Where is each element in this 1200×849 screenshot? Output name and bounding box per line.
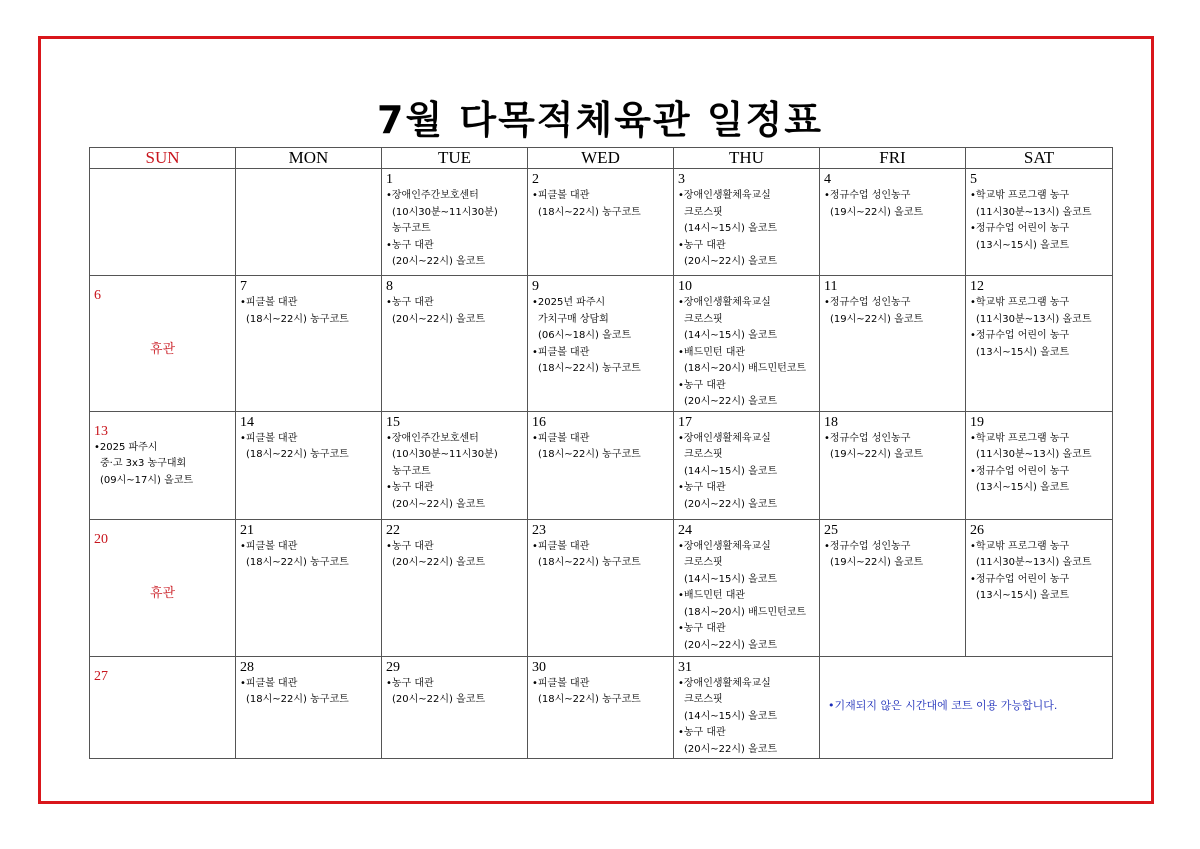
day-cell (966, 411, 1113, 519)
day-number: 6 (94, 288, 101, 303)
day-number: 4 (824, 172, 831, 187)
event-line: (11시30분~13시) 올코트 (976, 449, 1092, 460)
event-line: •학교밖 프로그램 농구 (970, 540, 1070, 552)
day-cell (382, 169, 528, 276)
day-cell (820, 169, 966, 276)
event-line: (20시~22시) 올코트 (684, 498, 778, 510)
event-line: (18시~20시) 배드민턴코트 (684, 606, 807, 618)
day-cell (966, 276, 1113, 412)
event-line: (13시~15시) 올코트 (976, 239, 1070, 251)
event-line: (20시~22시) 올코트 (392, 256, 486, 267)
event-line: (13시~15시) 올코트 (976, 482, 1070, 493)
day-number: 14 (240, 414, 254, 430)
event-line: •피클볼 대관 (240, 297, 298, 308)
day-cell (820, 411, 966, 519)
day-cell (674, 276, 820, 412)
week-row (90, 519, 1113, 656)
weekday-header-row (90, 148, 1113, 169)
day-cell (90, 169, 236, 276)
event-line: 크로스핏 (684, 557, 723, 568)
day-cell (674, 656, 820, 759)
event-line: 크로스핏 (684, 206, 723, 218)
day-number: 16 (532, 414, 546, 430)
event-line: •농구 대관 (678, 623, 726, 634)
day-number: 11 (824, 279, 838, 294)
calendar-table (89, 147, 1113, 759)
event-line: •학교밖 프로그램 농구 (970, 297, 1070, 308)
event-line: (14시~15시) 올코트 (684, 573, 778, 585)
event-line: (10시30분~11시30분) (392, 206, 498, 218)
day-cell (236, 411, 382, 519)
event-line: •정규수업 성인농구 (824, 432, 911, 444)
day-cell (966, 519, 1113, 656)
event-line: (20시~22시) 올코트 (392, 498, 486, 510)
day-number: 27 (94, 668, 108, 684)
event-line: •학교밖 프로그램 농구 (970, 190, 1070, 201)
event-line: (18시~22시) 농구코트 (246, 557, 349, 568)
week-row (90, 169, 1113, 276)
day-number: 29 (386, 659, 400, 675)
event-line: 크로스핏 (684, 449, 723, 460)
event-line: •농구 대관 (678, 482, 726, 493)
event-line: •농구 대관 (386, 239, 434, 251)
event-line: •피클볼 대관 (532, 346, 590, 358)
weekday-header-sat: SAT (966, 148, 1113, 169)
day-number: 17 (678, 414, 692, 430)
page-title: 7월 다목적체육관 일정표 (377, 98, 823, 142)
event-line: •농구 대관 (386, 482, 434, 493)
weekday-header-wed: WED (528, 148, 674, 169)
day-number: 8 (386, 279, 393, 294)
event-line: (14시~15시) 올코트 (684, 710, 778, 722)
event-line: •피클볼 대관 (532, 677, 590, 689)
event-line: •장애인주간보호센터 (386, 190, 479, 201)
event-line: •배드민턴 대관 (678, 590, 746, 601)
event-line: •피클볼 대관 (240, 540, 298, 552)
event-line: •농구 대관 (678, 239, 726, 251)
day-cell (528, 276, 674, 412)
day-number: 24 (678, 522, 692, 538)
note-cell (820, 656, 1113, 759)
day-cell (236, 276, 382, 412)
day-cell (674, 411, 820, 519)
event-line: •농구 대관 (386, 297, 434, 308)
day-cell (90, 411, 236, 519)
availability-note: •기재되지 않은 시간대에 코트 이용 가능합니다. (828, 698, 1058, 712)
event-line: •피클볼 대관 (240, 432, 298, 444)
event-line: (20시~22시) 올코트 (392, 694, 486, 705)
event-line: •피클볼 대관 (532, 540, 590, 552)
day-cell (90, 519, 236, 656)
event-line: •장애인생활체육교실 (678, 190, 771, 201)
event-line: (11시30분~13시) 올코트 (976, 557, 1092, 568)
day-number: 13 (94, 423, 108, 439)
day-number: 26 (970, 522, 984, 538)
event-line: (13시~15시) 올코트 (976, 346, 1070, 358)
day-number: 10 (678, 279, 692, 294)
event-line: (18시~22시) 농구코트 (538, 694, 641, 705)
event-line: (10시30분~11시30분) (392, 449, 498, 460)
event-line: (18시~20시) 배드민턴코트 (684, 363, 807, 374)
day-number: 21 (240, 522, 254, 538)
day-cell (528, 411, 674, 519)
event-line: •정규수업 성인농구 (824, 190, 911, 201)
event-line: •정규수업 어린이 농구 (970, 223, 1070, 234)
day-number: 25 (824, 522, 838, 538)
day-number: 22 (386, 522, 400, 538)
day-number: 19 (970, 414, 984, 430)
event-line: (19시~22시) 올코트 (830, 557, 924, 568)
day-number: 3 (678, 172, 685, 187)
day-cell (528, 169, 674, 276)
day-number: 9 (532, 279, 539, 294)
event-line: •정규수업 어린이 농구 (970, 465, 1070, 477)
weekday-header-thu: THU (674, 148, 820, 169)
day-number: 28 (240, 659, 254, 675)
week-row (90, 411, 1113, 519)
event-line: •농구 대관 (678, 379, 726, 391)
day-cell (674, 169, 820, 276)
event-line: •장애인주간보호센터 (386, 432, 479, 444)
day-number (90, 169, 235, 181)
event-line: •피클볼 대관 (532, 432, 590, 444)
day-number: 12 (970, 279, 984, 294)
day-cell (90, 656, 236, 759)
event-line: (14시~15시) 올코트 (684, 223, 778, 234)
day-cell (820, 276, 966, 412)
event-line: (18시~22시) 농구코트 (538, 363, 641, 374)
event-line: •피클볼 대관 (240, 677, 298, 689)
event-line: •농구 대관 (386, 540, 434, 552)
day-cell (674, 519, 820, 656)
day-number: 1 (386, 172, 393, 187)
weekday-header-mon: MON (236, 148, 382, 169)
event-line: 농구코트 (392, 223, 431, 234)
event-line: (18시~22시) 농구코트 (246, 449, 349, 460)
event-line: (20시~22시) 올코트 (684, 743, 778, 755)
event-line: 크로스핏 (684, 313, 723, 325)
day-cell (90, 276, 236, 412)
event-line: (19시~22시) 올코트 (830, 206, 924, 218)
day-number: 15 (386, 414, 400, 430)
day-cell (382, 411, 528, 519)
day-number: 18 (824, 414, 838, 430)
event-line: •정규수업 성인농구 (824, 540, 911, 552)
event-line: 농구코트 (392, 465, 431, 477)
week-row (90, 276, 1113, 412)
event-line: •장애인생활체육교실 (678, 432, 771, 444)
event-line: (11시30분~13시) 올코트 (976, 313, 1092, 325)
day-number: 7 (240, 279, 247, 294)
day-cell (236, 519, 382, 656)
day-cell (820, 519, 966, 656)
event-line: •피클볼 대관 (532, 190, 590, 201)
event-line: •농구 대관 (386, 677, 434, 689)
weekday-header-fri: FRI (820, 148, 966, 169)
day-number: 5 (970, 172, 977, 187)
day-cell (966, 169, 1113, 276)
day-number: 20 (94, 531, 108, 547)
event-line: •배드민턴 대관 (678, 346, 746, 358)
week-row (90, 656, 1113, 759)
event-line: (20시~22시) 올코트 (392, 313, 486, 325)
day-number: 31 (678, 659, 692, 675)
day-cell (382, 656, 528, 759)
event-line: (20시~22시) 올코트 (684, 256, 778, 267)
day-number (236, 169, 381, 172)
event-line: •농구 대관 (678, 727, 726, 738)
closed-label: 휴관 (149, 585, 176, 601)
weekday-header-tue: TUE (382, 148, 528, 169)
day-cell (528, 519, 674, 656)
event-line: (18시~22시) 농구코트 (538, 206, 641, 218)
event-line: •정규수업 어린이 농구 (970, 330, 1070, 341)
event-line: (20시~22시) 올코트 (392, 557, 486, 568)
event-line: (09시~17시) 올코트 (100, 474, 194, 486)
event-line: (19시~22시) 올코트 (830, 313, 924, 325)
event-line: (14시~15시) 올코트 (684, 465, 778, 477)
event-line: 크로스핏 (684, 694, 723, 705)
event-line: (06시~18시) 올코트 (538, 330, 632, 341)
event-line: •장애인생활체육교실 (678, 297, 771, 308)
day-cell (236, 169, 382, 276)
event-line: (18시~22시) 농구코트 (538, 449, 641, 460)
event-line: (18시~22시) 농구코트 (538, 557, 641, 568)
event-line: (18시~22시) 농구코트 (246, 313, 349, 325)
event-line: •2025년 파주시 (532, 297, 606, 308)
day-number: 23 (532, 522, 546, 538)
event-line: (14시~15시) 올코트 (684, 330, 778, 341)
closed-label: 휴관 (149, 342, 176, 357)
day-number: 2 (532, 172, 539, 187)
event-line: (19시~22시) 올코트 (830, 449, 924, 460)
day-cell (382, 519, 528, 656)
weekday-header-sun: SUN (90, 148, 236, 169)
event-line: •장애인생활체육교실 (678, 677, 771, 689)
day-cell (382, 276, 528, 412)
event-line: (13시~15시) 올코트 (976, 590, 1070, 601)
event-line: 중·고 3x3 농구대회 (100, 458, 187, 469)
event-line: (11시30분~13시) 올코트 (976, 206, 1092, 218)
day-number: 30 (532, 659, 546, 675)
day-cell (528, 656, 674, 759)
event-line: •정규수업 어린이 농구 (970, 573, 1070, 585)
event-line: •2025 파주시 (94, 441, 158, 453)
event-line: •학교밖 프로그램 농구 (970, 432, 1070, 444)
event-line: (20시~22시) 올코트 (684, 639, 778, 651)
event-line: •장애인생활체육교실 (678, 540, 771, 552)
event-line: 가치구매 상담회 (538, 313, 609, 325)
day-cell (236, 656, 382, 759)
event-line: •정규수업 성인농구 (824, 297, 911, 308)
event-line: (20시~22시) 올코트 (684, 396, 778, 407)
event-line: (18시~22시) 농구코트 (246, 694, 349, 705)
